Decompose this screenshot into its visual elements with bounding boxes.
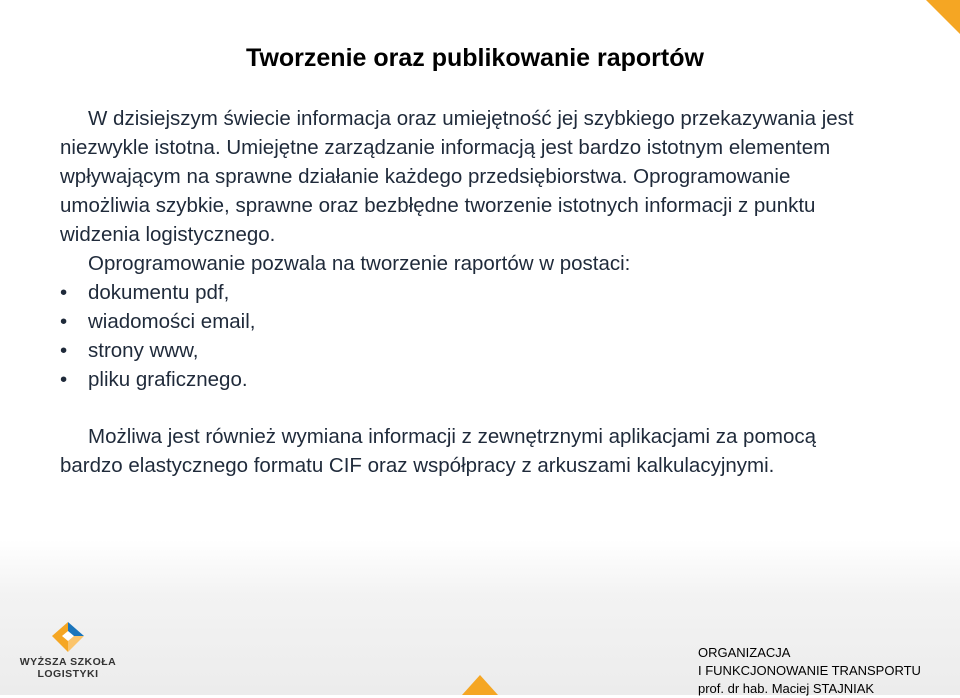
slide-content [60,104,880,480]
course-info [698,644,921,698]
bullet-icon: • [60,368,68,391]
logo-text-line2: LOGISTYKI [37,668,99,680]
bullet-icon: • [60,281,68,304]
logo-text-line1: WYŻSZA SZKOŁA [19,656,117,668]
wsl-logo-icon [50,620,86,654]
exchange-paragraph: Możliwa jest również wymiana informacji z zewnętrznymi aplikacjami za pomocą bardzo elastycznego formatu CIF oraz współpracy z arkuszami kalkulacyjnymi. [60,425,816,477]
school-logo [18,620,118,680]
list-item: • pliku graficznego. [60,365,880,394]
intro-paragraph: W dzisiejszym świecie informacja oraz umiejętność jej szybkiego przekazywania jest niezwykle istotna. Umiejętne zarządzanie informacją jest bardzo istotnym elementem wpływającym na sprawne działanie każdego przedsiębiorstwa. Oprogramowanie umożliwia szybkie, sprawne oraz bezbłędne tworzenie istotnych informacji z punktu widzenia logistycznego. [60,107,854,246]
bullet-icon: • [60,310,68,333]
formats-list [60,278,880,394]
course-author: prof. dr hab. Maciej STAJNIAK [698,681,875,696]
slide-title: Tworzenie oraz publikowanie raportów [246,44,704,72]
bottom-triangle-decoration [462,675,498,695]
list-item: • strony www, [60,336,880,365]
course-title-line1: ORGANIZACJA [698,645,791,660]
list-item: • dokumentu pdf, [60,278,880,307]
course-title-line2: I FUNKCJONOWANIE TRANSPORTU [698,663,921,678]
list-item: • wiadomości email, [60,307,880,336]
corner-triangle-decoration [926,0,960,34]
bullet-icon: • [60,339,68,362]
formats-intro: Oprogramowanie pozwala na tworzenie raportów w postaci: [88,252,631,275]
